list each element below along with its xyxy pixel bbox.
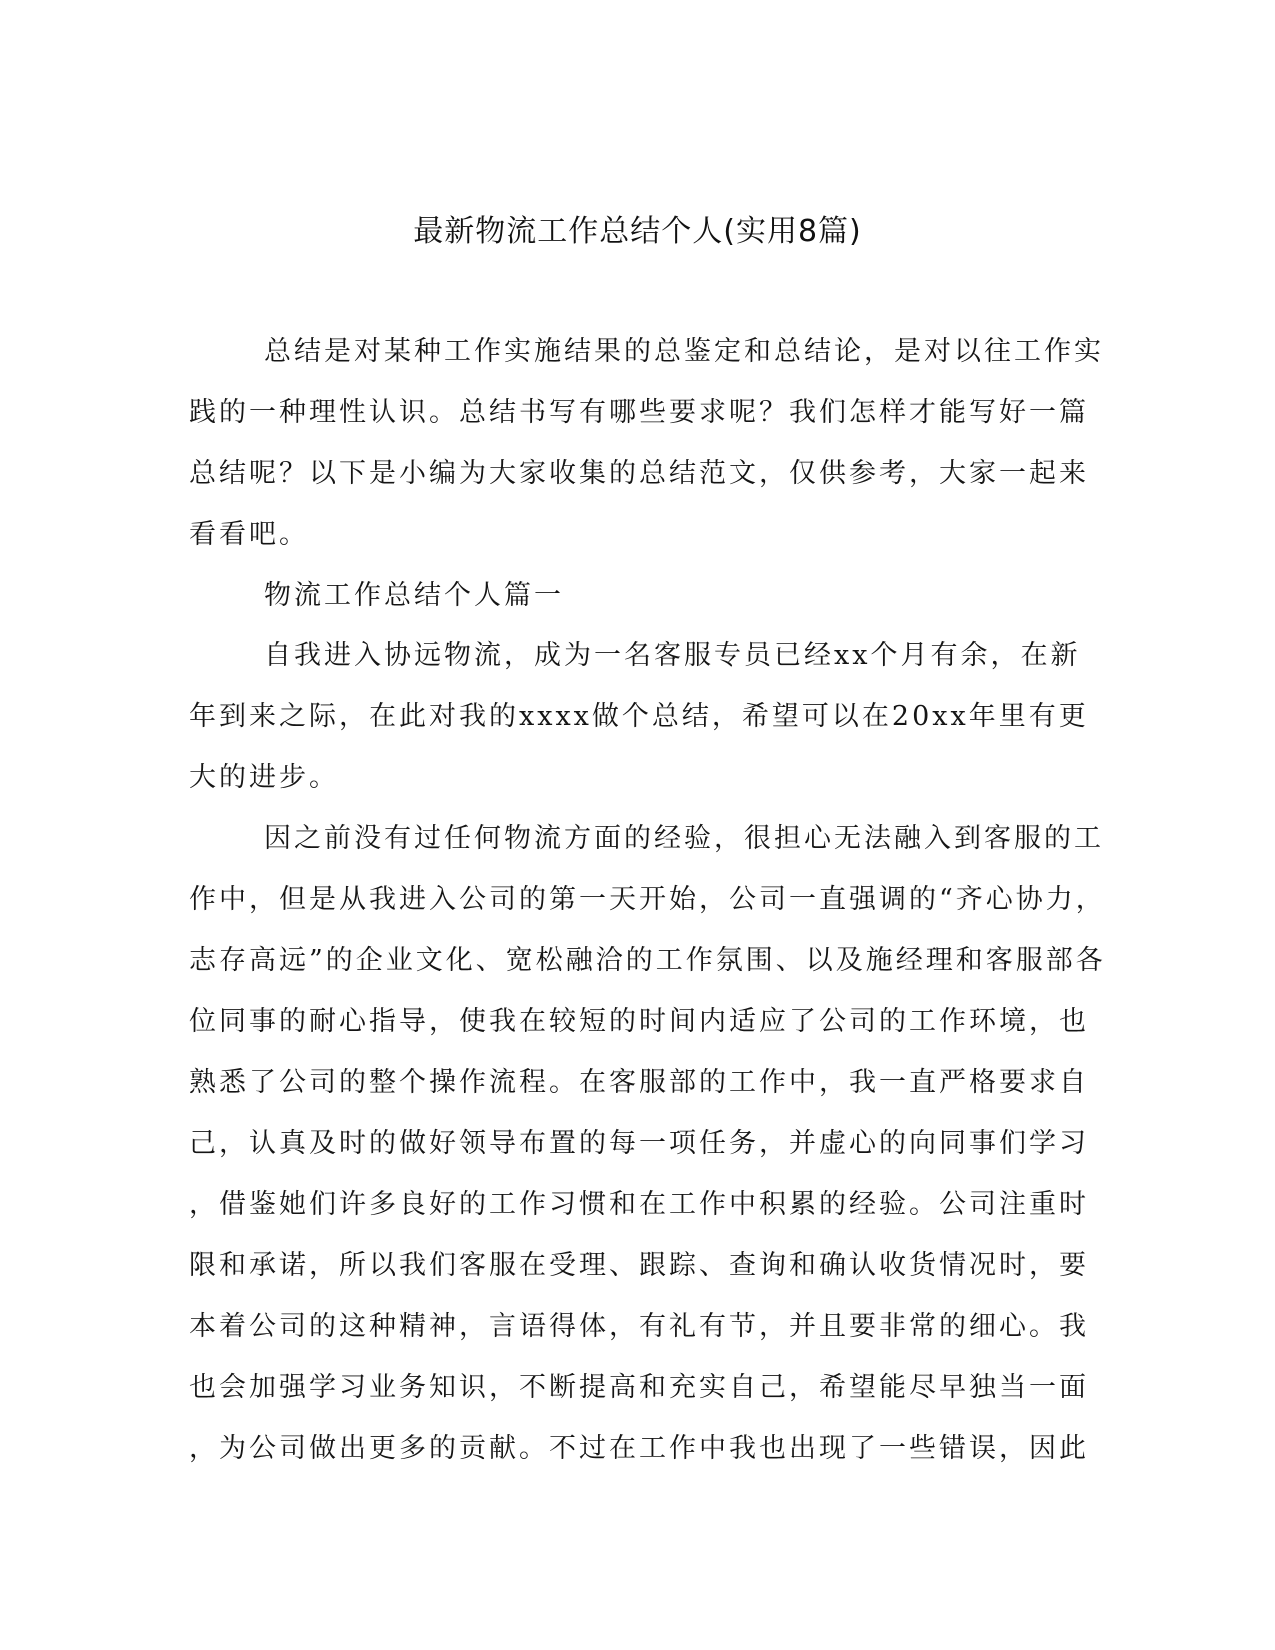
paragraph-line: 大的进步。	[189, 762, 339, 793]
intro-line: 践的一种理性认识。总结书写有哪些要求呢？我们怎样才能写好一篇	[189, 397, 1089, 428]
paragraph-line: 因之前没有过任何物流方面的经验，很担心无法融入到客服的工	[264, 823, 1104, 854]
paragraph-line: 作中，但是从我进入公司的第一天开始，公司一直强调的“齐心协力，	[189, 884, 1106, 915]
intro-line: 看看吧。	[189, 519, 309, 550]
paragraph-line: 限和承诺，所以我们客服在受理、跟踪、查询和确认收货情况时，要	[189, 1250, 1089, 1281]
paragraph-line: 自我进入协远物流，成为一名客服专员已经xx个月有余，在新	[264, 640, 1081, 671]
paragraph-line: ，为公司做出更多的贡献。不过在工作中我也出现了一些错误，因此	[189, 1433, 1089, 1464]
paragraph-line: ，借鉴她们许多良好的工作习惯和在工作中积累的经验。公司注重时	[189, 1189, 1089, 1220]
section-heading: 物流工作总结个人篇一	[264, 580, 564, 611]
intro-line: 总结是对某种工作实施结果的总鉴定和总结论，是对以往工作实	[264, 336, 1104, 367]
document-body	[189, 336, 1106, 1494]
document-title: 最新物流工作总结个人(实用8篇)	[413, 214, 862, 249]
paragraph-line: 熟悉了公司的整个操作流程。在客服部的工作中，我一直严格要求自	[189, 1067, 1089, 1098]
paragraph-line: 志存高远”的企业文化、宽松融洽的工作氛围、以及施经理和客服部各	[189, 945, 1106, 976]
paragraph-line: 也会加强学习业务知识，不断提高和充实自己，希望能尽早独当一面	[189, 1372, 1089, 1403]
paragraph-line: 位同事的耐心指导，使我在较短的时间内适应了公司的工作环境，也	[189, 1006, 1089, 1037]
paragraph-line: 年到来之际，在此对我的xxxx做个总结，希望可以在20xx年里有更	[189, 701, 1089, 732]
paragraph-line: 本着公司的这种精神，言语得体，有礼有节，并且要非常的细心。我	[189, 1311, 1089, 1342]
intro-line: 总结呢？以下是小编为大家收集的总结范文，仅供参考，大家一起来	[189, 458, 1089, 489]
paragraph-line: 己，认真及时的做好领导布置的每一项任务，并虚心的向同事们学习	[189, 1128, 1089, 1159]
